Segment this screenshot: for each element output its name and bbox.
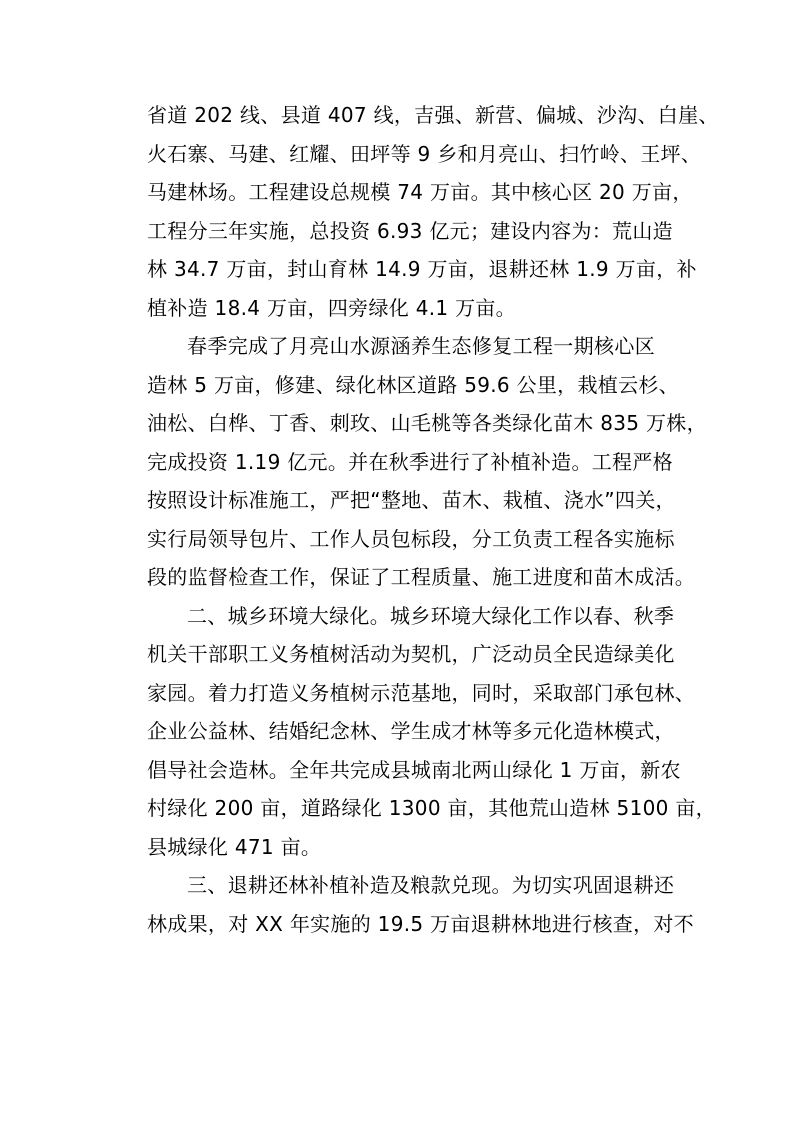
text-line: 火石寨、马建、红耀、田坪等 9 乡和月亮山、扫竹岭、王坪、 [147,141,702,166]
text-line: 段的监督检查工作，保证了工程质量、施工进度和苗木成活。 [147,565,696,589]
text-line: 林 34.7 万亩，封山育林 14.9 万亩，退耕还林 1.9 万亩，补 [147,257,697,281]
text-line: 林成果，对 XX 年实施的 19.5 万亩退耕林地进行核查，对不 [147,911,694,936]
text-line: 实行局领导包片、工作人员包标段，分工负责工程各实施标 [147,526,675,551]
text-line: 按照设计标准施工，严把“整地、苗木、栽植、浇水”四关， [147,488,676,512]
text-line: 村绿化 200 亩，道路绿化 1300 亩，其他荒山造林 5100 亩， [147,796,716,820]
text-line: 家园。着力打造义务植树示范基地，同时，采取部门承包林、 [147,680,696,705]
text-line: 植补造 18.4 万亩，四旁绿化 4.1 万亩。 [147,295,516,320]
text-line: 省道 202 线、县道 407 线，吉强、新营、偏城、沙沟、白崖、 [147,103,719,127]
text-line: 工程分三年实施，总投资 6.93 亿元；建设内容为：荒山造 [147,218,673,243]
text-line: 完成投资 1.19 亿元。并在秋季进行了补植补造。工程严格 [147,449,673,474]
document-body [147,96,719,943]
text-line: 倡导社会造林。全年共完成县城南北两山绿化 1 万亩，新农 [147,757,681,782]
text-line: 企业公益林、结婚纪念林、学生成才林等多元化造林模式， [147,719,675,743]
text-line: 机关干部职工义务植树活动为契机，广泛动员全民造绿美化 [147,642,675,666]
section-heading-line: 三、退耕还林补植补造及粮款兑现。为切实巩固退耕还 [187,873,675,897]
text-line: 县城绿化 471 亩。 [147,834,322,859]
text-line: 马建林场。工程建设总规模 74 万亩。其中核心区 20 万亩， [147,180,693,204]
paragraph-first-line: 春季完成了月亮山水源涵养生态修复工程一期核心区 [187,334,655,358]
section-heading-line: 二、城乡环境大绿化。城乡环境大绿化工作以春、秋季 [187,603,675,628]
text-line: 造林 5 万亩，修建、绿化林区道路 59.6 公里，栽植云杉、 [147,372,679,397]
text-line: 油松、白桦、丁香、刺玫、山毛桃等各类绿化苗木 835 万株， [147,411,707,435]
